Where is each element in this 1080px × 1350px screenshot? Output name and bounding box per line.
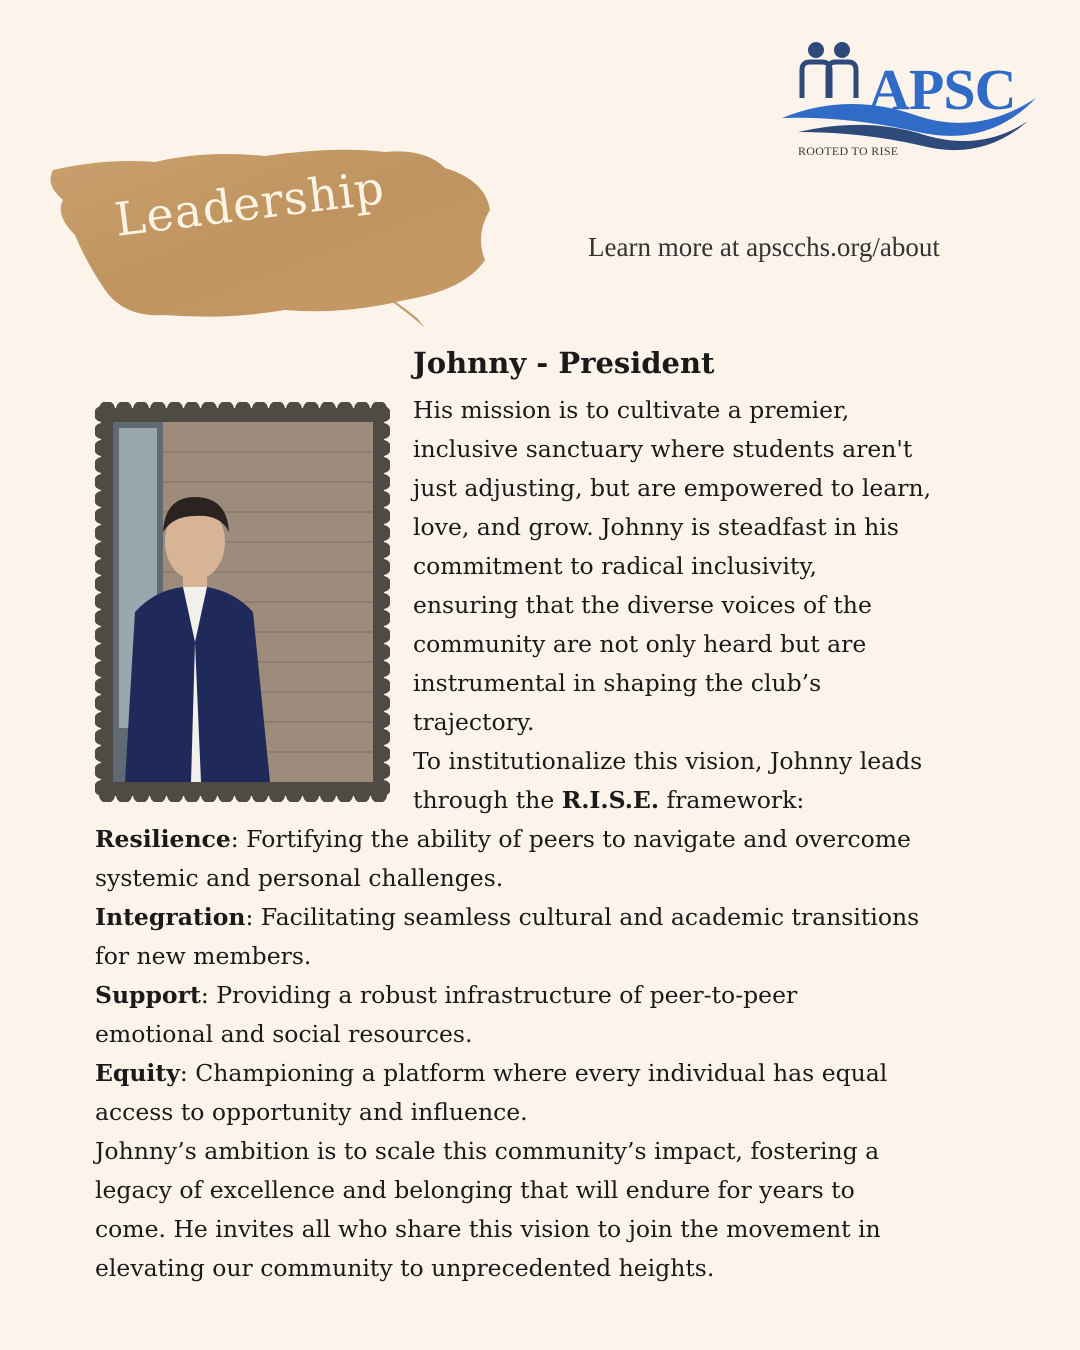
- mission-line: love, and grow. Johnny is steadfast in his: [413, 513, 899, 541]
- mission-line: community are not only heard but are: [413, 630, 867, 658]
- closing-line: come. He invites all who share this vision to join the movement in: [95, 1215, 881, 1243]
- framework-suffix: framework:: [659, 786, 805, 814]
- profile-photo: [95, 402, 390, 802]
- logo-wordmark: APSC: [868, 57, 1016, 122]
- rise-desc-line: for new members.: [95, 942, 312, 970]
- rise-term: Support: [95, 981, 201, 1009]
- rise-desc-line: systemic and personal challenges.: [95, 864, 504, 892]
- rise-desc: : Championing a platform where every individual has equal: [179, 1059, 888, 1087]
- framework-prefix: through the: [413, 786, 562, 814]
- mission-line: commitment to radical inclusivity,: [413, 552, 817, 580]
- banner-title: Leadership: [111, 160, 388, 247]
- mission-line: inclusive sanctuary where students aren't: [413, 435, 913, 463]
- rise-item-integration: [95, 898, 1015, 937]
- rise-term: Resilience: [95, 825, 231, 853]
- rise-item-resilience: [95, 820, 1015, 859]
- rise-term: Equity: [95, 1059, 180, 1087]
- rise-desc: : Providing a robust infrastructure of peer-to-peer: [200, 981, 798, 1009]
- rise-desc: : Facilitating seamless cultural and academic transitions: [245, 903, 920, 931]
- mission-line: To institutionalize this vision, Johnny leads: [413, 747, 923, 775]
- mission-line: trajectory.: [413, 708, 535, 736]
- rise-desc: : Fortifying the ability of peers to navigate and overcome: [230, 825, 911, 853]
- brush-stroke-icon: [45, 140, 500, 330]
- closing-line: legacy of excellence and belonging that will endure for years to: [95, 1176, 855, 1204]
- closing-line: elevating our community to unprecedented heights.: [95, 1254, 715, 1282]
- learn-more-link[interactable]: Learn more at apscchs.org/about: [588, 232, 940, 262]
- framework-line: [413, 781, 998, 820]
- rise-item-support: [95, 976, 1015, 1015]
- mission-text: [413, 391, 998, 820]
- leadership-banner: [45, 140, 500, 330]
- rise-framework-text: [95, 820, 1015, 1288]
- closing-line: Johnny’s ambition is to scale this community’s impact, fostering a: [95, 1137, 880, 1165]
- framework-name: R.I.S.E.: [561, 786, 659, 814]
- mission-line: His mission is to cultivate a premier,: [413, 396, 850, 424]
- person-title: Johnny - President: [413, 346, 715, 380]
- rise-desc-line: emotional and social resources.: [95, 1020, 473, 1048]
- rise-desc-line: access to opportunity and influence.: [95, 1098, 528, 1126]
- mission-line: ensuring that the diverse voices of the: [413, 591, 872, 619]
- rise-term: Integration: [95, 903, 246, 931]
- mission-line: just adjusting, but are empowered to learn,: [413, 474, 932, 502]
- logo-tagline: ROOTED TO RISE: [798, 144, 899, 158]
- mission-line: instrumental in shaping the club’s: [413, 669, 822, 697]
- apsc-logo: [778, 36, 1040, 166]
- rise-item-equity: [95, 1054, 1015, 1093]
- portrait-image: [95, 402, 390, 802]
